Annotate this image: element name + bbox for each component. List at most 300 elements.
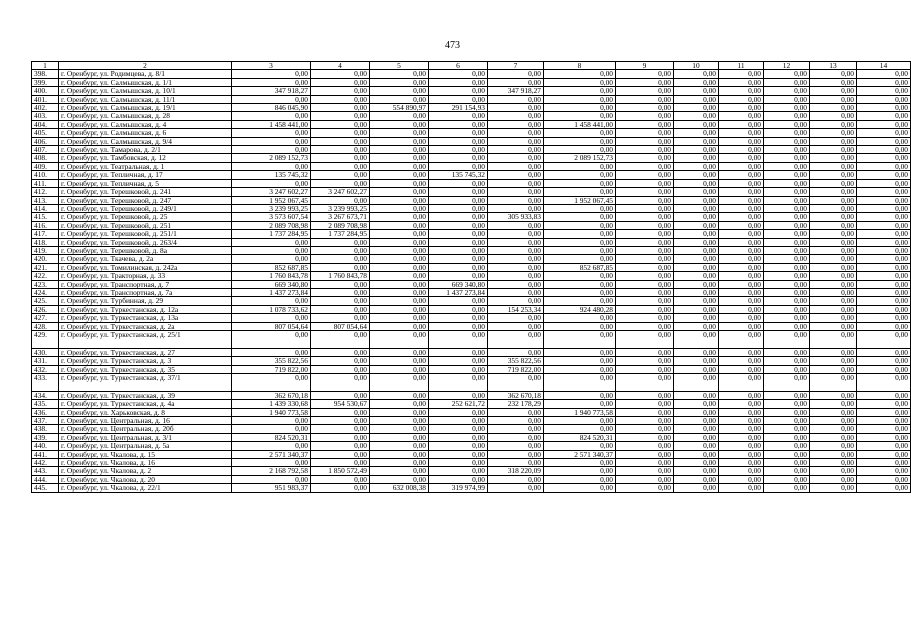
amount-cell: 0,00 — [764, 120, 810, 128]
amount-cell: 0,00 — [674, 78, 719, 86]
amount-cell: 1 940 773,58 — [232, 408, 311, 416]
amount-cell: 0,00 — [311, 171, 370, 179]
amount-cell: 669 340,80 — [429, 280, 488, 288]
amount-cell: 0,00 — [674, 467, 719, 475]
amount-cell: 1 850 572,49 — [311, 467, 370, 475]
amount-cell: 1 458 441,00 — [544, 120, 616, 128]
address-cell: г. Оренбург, ул. Салмышская, д. 11/1 — [59, 95, 232, 103]
amount-cell: 0,00 — [544, 425, 616, 433]
amount-cell: 0,00 — [616, 87, 674, 95]
amount-cell: 0,00 — [719, 391, 764, 399]
amount-cell: 0,00 — [544, 70, 616, 78]
amount-cell: 0,00 — [616, 408, 674, 416]
amount-cell: 291 154,93 — [429, 104, 488, 112]
amount-cell: 0,00 — [616, 246, 674, 254]
amount-cell: 0,00 — [674, 112, 719, 120]
amount-cell: 0,00 — [544, 322, 616, 330]
column-number-header: 5 — [370, 62, 429, 70]
amount-cell: 0,00 — [311, 78, 370, 86]
amount-cell: 0,00 — [857, 314, 911, 322]
amount-cell: 0,00 — [311, 87, 370, 95]
amount-cell: 0,00 — [857, 87, 911, 95]
amount-cell: 0,00 — [488, 162, 544, 170]
amount-cell: 0,00 — [429, 120, 488, 128]
amount-cell: 0,00 — [429, 87, 488, 95]
amount-cell: 0,00 — [719, 87, 764, 95]
amount-cell: 0,00 — [674, 475, 719, 483]
amount-cell: 0,00 — [370, 400, 429, 408]
address-cell: г. Оренбург, ул. Терешковой, д. 25 — [59, 213, 232, 221]
amount-cell: 0,00 — [764, 331, 810, 349]
amount-cell: 0,00 — [764, 272, 810, 280]
amount-cell: 0,00 — [544, 467, 616, 475]
amount-cell: 0,00 — [857, 305, 911, 313]
amount-cell: 0,00 — [719, 78, 764, 86]
row-number: 403. — [32, 112, 59, 120]
address-cell: г. Оренбург, ул. Туркестанская, д. 25/1 — [59, 331, 232, 349]
amount-cell: 0,00 — [544, 188, 616, 196]
amount-cell: 362 670,18 — [232, 391, 311, 399]
amount-cell: 0,00 — [429, 154, 488, 162]
amount-cell: 0,00 — [857, 246, 911, 254]
amount-cell: 1 760 843,78 — [232, 272, 311, 280]
amount-cell: 1 737 284,95 — [232, 230, 311, 238]
amount-cell: 0,00 — [616, 467, 674, 475]
amount-cell: 0,00 — [429, 263, 488, 271]
address-cell: г. Оренбург, ул. Транспортная, д. 7 — [59, 280, 232, 288]
address-cell: г. Оренбург, ул. Туркестанская, д. 12а — [59, 305, 232, 313]
amount-cell: 0,00 — [674, 213, 719, 221]
amount-cell: 0,00 — [719, 204, 764, 212]
amount-cell: 0,00 — [764, 484, 810, 492]
amount-cell: 0,00 — [370, 179, 429, 187]
amount-cell: 0,00 — [616, 70, 674, 78]
amount-cell: 0,00 — [764, 357, 810, 365]
address-cell: г. Оренбург, ул. Тамбовская, д. 12 — [59, 154, 232, 162]
amount-cell: 954 530,67 — [311, 400, 370, 408]
table-row — [32, 171, 911, 179]
amount-cell: 0,00 — [311, 305, 370, 313]
amount-cell: 0,00 — [544, 129, 616, 137]
amount-cell: 0,00 — [544, 204, 616, 212]
amount-cell: 3 247 602,27 — [311, 188, 370, 196]
amount-cell: 0,00 — [764, 238, 810, 246]
amount-cell: 0,00 — [764, 95, 810, 103]
amount-cell: 0,00 — [311, 129, 370, 137]
amount-cell: 0,00 — [616, 288, 674, 296]
amount-cell: 0,00 — [370, 305, 429, 313]
amount-cell: 0,00 — [764, 70, 810, 78]
amount-cell: 0,00 — [719, 146, 764, 154]
amount-cell: 0,00 — [488, 137, 544, 145]
amount-cell: 135 745,32 — [232, 171, 311, 179]
amount-cell: 0,00 — [544, 459, 616, 467]
amount-cell: 0,00 — [857, 154, 911, 162]
amount-cell: 0,00 — [857, 112, 911, 120]
amount-cell: 0,00 — [857, 162, 911, 170]
amount-cell: 0,00 — [810, 365, 857, 373]
amount-cell: 0,00 — [719, 305, 764, 313]
amount-cell: 0,00 — [370, 230, 429, 238]
row-number: 407. — [32, 146, 59, 154]
amount-cell: 0,00 — [674, 87, 719, 95]
amount-cell: 0,00 — [616, 188, 674, 196]
row-number: 424. — [32, 288, 59, 296]
amount-cell: 0,00 — [232, 112, 311, 120]
amount-cell: 0,00 — [232, 475, 311, 483]
amount-cell: 0,00 — [370, 475, 429, 483]
amount-cell: 0,00 — [616, 137, 674, 145]
amount-cell: 0,00 — [674, 322, 719, 330]
amount-cell: 0,00 — [719, 450, 764, 458]
amount-cell: 0,00 — [616, 272, 674, 280]
amount-cell: 0,00 — [857, 179, 911, 187]
amount-cell: 0,00 — [764, 433, 810, 441]
column-number-header: 8 — [544, 62, 616, 70]
amount-cell: 0,00 — [370, 391, 429, 399]
amount-cell: 0,00 — [232, 137, 311, 145]
row-number: 426. — [32, 305, 59, 313]
amount-cell: 0,00 — [810, 188, 857, 196]
amount-cell: 0,00 — [674, 246, 719, 254]
amount-cell: 0,00 — [311, 391, 370, 399]
amount-cell: 0,00 — [429, 348, 488, 356]
address-cell: г. Оренбург, ул. Салмышская, д. 6 — [59, 129, 232, 137]
amount-cell: 0,00 — [719, 162, 764, 170]
amount-cell: 719 822,00 — [488, 365, 544, 373]
amount-cell: 951 983,37 — [232, 484, 311, 492]
row-number: 439. — [32, 433, 59, 441]
amount-cell: 0,00 — [488, 475, 544, 483]
amount-cell: 0,00 — [488, 120, 544, 128]
table-row — [32, 230, 911, 238]
amount-cell: 0,00 — [488, 484, 544, 492]
amount-cell: 0,00 — [429, 246, 488, 254]
amount-cell: 0,00 — [429, 129, 488, 137]
amount-cell: 0,00 — [370, 348, 429, 356]
amount-cell: 1 952 067,45 — [232, 196, 311, 204]
amount-cell: 2 571 340,37 — [544, 450, 616, 458]
row-number: 440. — [32, 442, 59, 450]
amount-cell: 719 822,00 — [232, 365, 311, 373]
amount-cell: 0,00 — [544, 314, 616, 322]
amount-cell: 0,00 — [764, 179, 810, 187]
amount-cell: 0,00 — [429, 221, 488, 229]
amount-cell: 0,00 — [674, 331, 719, 349]
amount-cell: 807 054,64 — [232, 322, 311, 330]
table-row — [32, 331, 911, 349]
amount-cell: 0,00 — [674, 221, 719, 229]
amount-cell: 0,00 — [488, 442, 544, 450]
amount-cell: 3 239 993,25 — [311, 204, 370, 212]
amount-cell: 0,00 — [674, 365, 719, 373]
amount-cell: 0,00 — [429, 391, 488, 399]
amount-cell: 0,00 — [232, 146, 311, 154]
column-number-header: 6 — [429, 62, 488, 70]
table-row — [32, 450, 911, 458]
amount-cell: 3 573 607,54 — [232, 213, 311, 221]
table-row — [32, 246, 911, 254]
column-number-header: 13 — [810, 62, 857, 70]
amount-cell: 0,00 — [719, 374, 764, 392]
amount-cell: 0,00 — [719, 112, 764, 120]
amount-cell: 0,00 — [719, 272, 764, 280]
address-cell: г. Оренбург, ул. Терешковой, д. 251/1 — [59, 230, 232, 238]
amount-cell: 0,00 — [370, 162, 429, 170]
amount-cell: 0,00 — [544, 348, 616, 356]
amount-cell: 0,00 — [429, 314, 488, 322]
amount-cell: 0,00 — [857, 129, 911, 137]
amount-cell: 0,00 — [719, 322, 764, 330]
amount-cell: 0,00 — [810, 391, 857, 399]
amount-cell: 0,00 — [810, 331, 857, 349]
amount-cell: 0,00 — [544, 78, 616, 86]
amount-cell: 0,00 — [232, 70, 311, 78]
amount-cell: 1 439 330,68 — [232, 400, 311, 408]
table-row — [32, 87, 911, 95]
amount-cell: 0,00 — [488, 70, 544, 78]
table-row — [32, 442, 911, 450]
amount-cell: 0,00 — [616, 459, 674, 467]
address-cell: г. Оренбург, ул. Туркестанская, д. 35 — [59, 365, 232, 373]
amount-cell: 0,00 — [232, 314, 311, 322]
row-number: 444. — [32, 475, 59, 483]
address-cell: г. Оренбург, ул. Чкалова, д. 22/1 — [59, 484, 232, 492]
amount-cell: 0,00 — [488, 450, 544, 458]
amount-cell: 0,00 — [719, 104, 764, 112]
amount-cell: 0,00 — [616, 475, 674, 483]
amount-cell: 0,00 — [311, 425, 370, 433]
amount-cell: 0,00 — [311, 120, 370, 128]
amount-cell: 0,00 — [674, 137, 719, 145]
amount-cell: 0,00 — [429, 459, 488, 467]
amount-cell: 0,00 — [429, 188, 488, 196]
address-cell: г. Оренбург, ул. Терешковой, д. 251 — [59, 221, 232, 229]
amount-cell: 924 480,28 — [544, 305, 616, 313]
amount-cell: 0,00 — [764, 196, 810, 204]
amount-cell: 0,00 — [719, 137, 764, 145]
address-cell: г. Оренбург, ул. Туркестанская, д. 3 — [59, 357, 232, 365]
amount-cell: 0,00 — [429, 78, 488, 86]
amount-cell: 0,00 — [370, 314, 429, 322]
amount-cell: 0,00 — [719, 433, 764, 441]
amount-cell: 0,00 — [311, 238, 370, 246]
amount-cell: 154 253,34 — [488, 305, 544, 313]
amount-cell: 0,00 — [429, 70, 488, 78]
amount-cell: 135 745,32 — [429, 171, 488, 179]
amount-cell: 0,00 — [616, 120, 674, 128]
amount-cell: 0,00 — [544, 95, 616, 103]
amount-cell: 0,00 — [370, 137, 429, 145]
amount-cell: 0,00 — [764, 288, 810, 296]
amount-cell: 0,00 — [719, 297, 764, 305]
amount-cell: 0,00 — [544, 238, 616, 246]
amount-cell: 0,00 — [764, 112, 810, 120]
amount-cell: 554 890,97 — [370, 104, 429, 112]
row-number: 437. — [32, 417, 59, 425]
address-cell: г. Оренбург, ул. Салмышская, д. 10/1 — [59, 87, 232, 95]
row-number: 433. — [32, 374, 59, 392]
amount-cell: 0,00 — [857, 221, 911, 229]
address-cell: г. Оренбург, ул. Терешковой, д. 263/4 — [59, 238, 232, 246]
row-number: 414. — [32, 204, 59, 212]
amount-cell: 0,00 — [674, 196, 719, 204]
amount-cell: 0,00 — [857, 95, 911, 103]
amount-cell: 0,00 — [616, 305, 674, 313]
amount-cell: 0,00 — [488, 417, 544, 425]
amount-cell: 0,00 — [370, 221, 429, 229]
amount-cell: 0,00 — [488, 230, 544, 238]
amount-cell: 0,00 — [370, 246, 429, 254]
amount-cell: 0,00 — [311, 475, 370, 483]
amount-cell: 0,00 — [616, 391, 674, 399]
amount-cell: 0,00 — [488, 459, 544, 467]
row-number: 443. — [32, 467, 59, 475]
amount-cell: 0,00 — [488, 348, 544, 356]
amount-cell: 0,00 — [857, 484, 911, 492]
amount-cell: 0,00 — [674, 484, 719, 492]
amount-cell: 0,00 — [616, 374, 674, 392]
amount-cell: 0,00 — [616, 263, 674, 271]
address-cell: г. Оренбург, ул. Транспортная, д. 7а — [59, 288, 232, 296]
amount-cell: 0,00 — [674, 238, 719, 246]
amount-cell: 0,00 — [429, 442, 488, 450]
amount-cell: 0,00 — [616, 179, 674, 187]
amount-cell: 0,00 — [488, 95, 544, 103]
amount-cell: 0,00 — [370, 154, 429, 162]
amount-cell: 0,00 — [232, 179, 311, 187]
amount-cell: 0,00 — [674, 425, 719, 433]
amount-cell: 0,00 — [857, 288, 911, 296]
amount-cell: 0,00 — [370, 288, 429, 296]
amount-cell: 0,00 — [232, 417, 311, 425]
amount-cell: 0,00 — [719, 400, 764, 408]
address-cell: г. Оренбург, ул. Тепличная, д. 5 — [59, 179, 232, 187]
table-row — [32, 288, 911, 296]
amount-cell: 0,00 — [544, 475, 616, 483]
row-number: 445. — [32, 484, 59, 492]
amount-cell: 0,00 — [719, 314, 764, 322]
address-cell: г. Оренбург, ул. Туркестанская, д. 27 — [59, 348, 232, 356]
amount-cell: 0,00 — [311, 280, 370, 288]
amount-cell: 0,00 — [311, 450, 370, 458]
amount-cell: 0,00 — [311, 365, 370, 373]
address-cell: г. Оренбург, ул. Харьковская, д. 8 — [59, 408, 232, 416]
amount-cell: 0,00 — [488, 297, 544, 305]
address-cell: г. Оренбург, ул. Салмышская, д. 4 — [59, 120, 232, 128]
amount-cell: 0,00 — [764, 246, 810, 254]
amount-cell: 0,00 — [544, 112, 616, 120]
amount-cell: 0,00 — [719, 188, 764, 196]
table-row — [32, 272, 911, 280]
amount-cell: 0,00 — [616, 154, 674, 162]
amount-cell: 0,00 — [764, 137, 810, 145]
table-row — [32, 459, 911, 467]
amount-cell: 0,00 — [232, 442, 311, 450]
address-cell: г. Оренбург, ул. Чкалова, д. 16 — [59, 459, 232, 467]
amount-cell: 0,00 — [719, 365, 764, 373]
amount-cell: 0,00 — [370, 459, 429, 467]
amount-cell: 0,00 — [311, 112, 370, 120]
address-cell: г. Оренбург, ул. Ткачева, д. 2а — [59, 255, 232, 263]
amount-cell: 0,00 — [429, 112, 488, 120]
amount-cell: 824 520,31 — [544, 433, 616, 441]
amount-cell: 852 687,85 — [232, 263, 311, 271]
amount-cell: 0,00 — [370, 78, 429, 86]
amount-cell: 807 054,64 — [311, 322, 370, 330]
table-row — [32, 213, 911, 221]
row-number: 399. — [32, 78, 59, 86]
amount-cell: 0,00 — [674, 263, 719, 271]
column-number-header: 7 — [488, 62, 544, 70]
amount-cell: 0,00 — [857, 459, 911, 467]
amount-cell: 0,00 — [370, 238, 429, 246]
row-number: 410. — [32, 171, 59, 179]
amount-cell: 0,00 — [370, 425, 429, 433]
amount-cell: 0,00 — [429, 408, 488, 416]
amount-cell: 0,00 — [857, 70, 911, 78]
amount-cell: 0,00 — [544, 442, 616, 450]
address-cell: г. Оренбург, ул. Тепличная, д. 17 — [59, 171, 232, 179]
amount-cell: 0,00 — [429, 137, 488, 145]
amount-cell: 0,00 — [719, 459, 764, 467]
amount-cell: 0,00 — [232, 255, 311, 263]
amount-cell: 0,00 — [544, 230, 616, 238]
amount-cell: 3 247 602,27 — [232, 188, 311, 196]
amount-cell: 0,00 — [544, 162, 616, 170]
amount-cell: 0,00 — [764, 450, 810, 458]
row-number: 420. — [32, 255, 59, 263]
amount-cell: 0,00 — [674, 188, 719, 196]
row-number: 413. — [32, 196, 59, 204]
amount-cell: 0,00 — [810, 87, 857, 95]
amount-cell: 0,00 — [674, 272, 719, 280]
amount-cell: 347 918,27 — [232, 87, 311, 95]
amount-cell: 0,00 — [311, 146, 370, 154]
amount-cell: 318 220,09 — [488, 467, 544, 475]
row-number: 430. — [32, 348, 59, 356]
amount-cell: 0,00 — [764, 400, 810, 408]
amount-cell: 0,00 — [544, 221, 616, 229]
amount-cell: 0,00 — [857, 230, 911, 238]
row-number: 402. — [32, 104, 59, 112]
amount-cell: 0,00 — [764, 129, 810, 137]
amount-cell: 0,00 — [857, 272, 911, 280]
amount-cell: 0,00 — [857, 263, 911, 271]
amount-cell: 0,00 — [311, 484, 370, 492]
address-cell: г. Оренбург, ул. Салмышская, д. 28 — [59, 112, 232, 120]
table-row — [32, 400, 911, 408]
amount-cell: 0,00 — [810, 70, 857, 78]
amount-cell: 0,00 — [370, 120, 429, 128]
amount-cell: 0,00 — [719, 348, 764, 356]
amount-cell: 0,00 — [810, 154, 857, 162]
amount-cell: 0,00 — [719, 484, 764, 492]
amount-cell: 0,00 — [488, 204, 544, 212]
amount-cell: 0,00 — [311, 408, 370, 416]
amount-cell: 0,00 — [810, 305, 857, 313]
amount-cell: 0,00 — [674, 280, 719, 288]
amount-cell: 0,00 — [810, 297, 857, 305]
column-number-header: 14 — [857, 62, 911, 70]
amount-cell: 0,00 — [311, 331, 370, 349]
amount-cell: 2 571 340,37 — [232, 450, 311, 458]
amount-cell: 0,00 — [857, 188, 911, 196]
amount-cell: 0,00 — [674, 129, 719, 137]
address-cell: г. Оренбург, ул. Туркестанская, д. 4а — [59, 400, 232, 408]
amount-cell: 0,00 — [674, 255, 719, 263]
amount-cell: 0,00 — [810, 450, 857, 458]
